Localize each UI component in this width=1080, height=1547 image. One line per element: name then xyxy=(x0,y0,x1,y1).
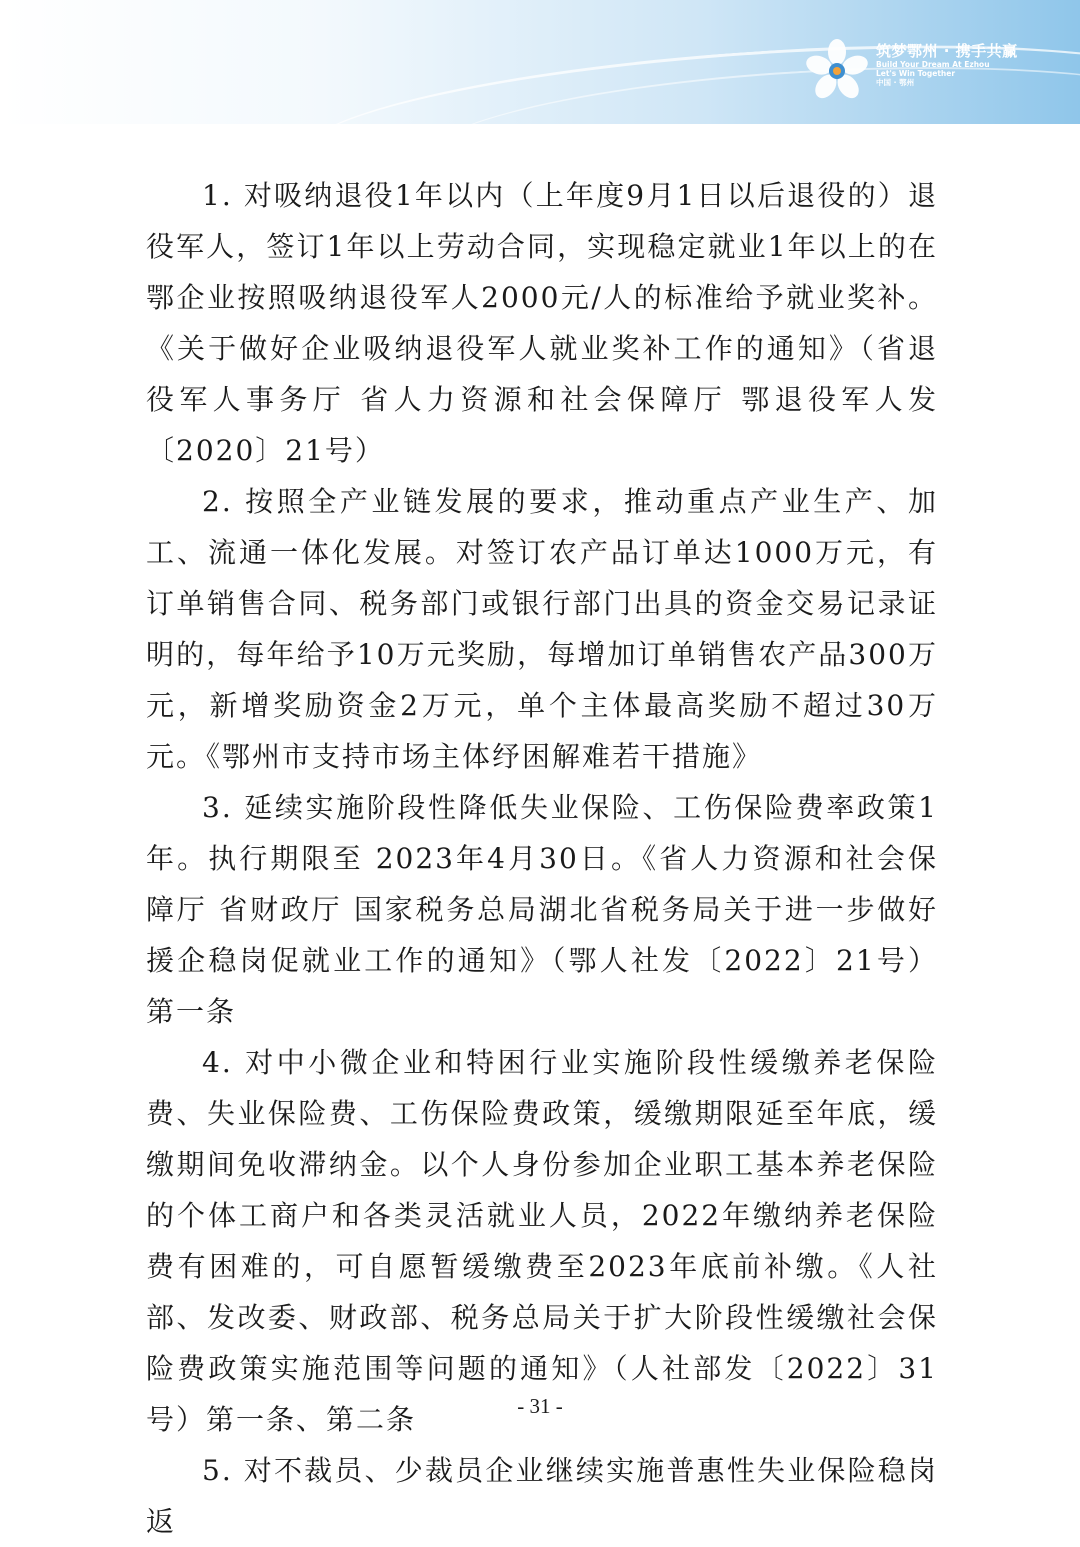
logo-text-block xyxy=(876,42,1018,87)
policy-paragraph: 2. 按照全产业链发展的要求，推动重点产业生产、加工、流通一体化发展。对签订农产品订单达1000万元，有订单销售合同、税务部门或银行部门出具的资金交易记录证明的，每年给予10万元奖励，每增加订单销售农产品300万元，新增奖励资金2万元，单个主体最高奖励不超过30万元。《鄂州市支持市场主体纾困解难若干措施》 xyxy=(146,485,938,773)
flower-logo-icon xyxy=(804,38,870,104)
header-banner xyxy=(0,0,1080,124)
policy-paragraph: 3. 延续实施阶段性降低失业保险、工伤保险费率政策1年。执行期限至 2023年4月30日。《省人力资源和社会保障厅 省财政厅 国家税务总局湖北省税务局关于进一步做好援企稳岗促就业工作的通知》（鄂人社发〔2022〕21号）第一条 xyxy=(146,791,938,1028)
logo-subtitle: Let's Win Together xyxy=(876,69,956,78)
logo-subtitle: Build Your Dream At Ezhou xyxy=(876,60,990,69)
logo-subtitle: 中国 · 鄂州 xyxy=(876,78,915,87)
policy-paragraph: 1. 对吸纳退役1年以内（上年度9月1日以后退役的）退役军人，签订1年以上劳动合同，实现稳定就业1年以上的在鄂企业按照吸纳退役军人2000元/人的标准给予就业奖补。《关于做好企业吸纳退役军人就业奖补工作的通知》（省退役军人事务厅 省人力资源和社会保障厅 鄂退役军人发〔2020〕21号） xyxy=(146,179,938,467)
document-body xyxy=(146,170,938,1547)
logo-title: 筑梦鄂州 · 携手共赢 xyxy=(876,42,1018,60)
policy-paragraph: 4. 对中小微企业和特困行业实施阶段性缓缴养老保险费、失业保险费、工伤保险费政策，缓缴期限延至年底，缓缴期间免收滞纳金。以个人身份参加企业职工基本养老保险的个体工商户和各类灵活就业人员，2022年缴纳养老保险费有困难的，可自愿暂缓缴费至2023年底前补缴。《人社部、发改委、财政部、税务总局关于扩大阶段性缓缴社会保险费政策实施范围等问题的通知》（人社部发〔2022〕31号）第一条、第二条 xyxy=(146,1046,938,1436)
page-number: - 31 - xyxy=(517,1394,563,1418)
policy-paragraph: 5. 对不裁员、少裁员企业继续实施普惠性失业保险稳岗返 xyxy=(146,1454,938,1538)
